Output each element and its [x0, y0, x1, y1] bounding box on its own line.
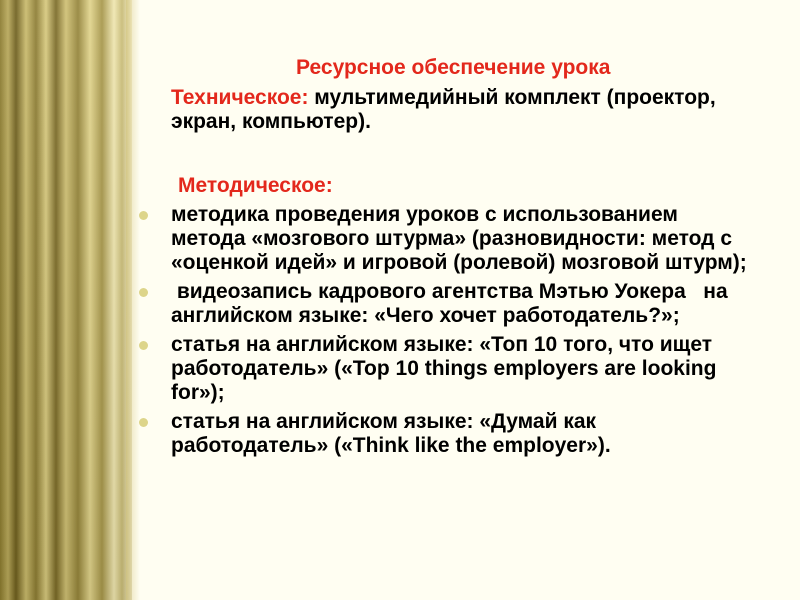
slide-title: Ресурсное обеспечение урока [296, 56, 611, 79]
bullet-icon [139, 211, 148, 220]
list-item [136, 410, 756, 458]
methodical-list [136, 203, 756, 463]
list-item [136, 280, 756, 328]
methodical-heading: Методическое: [178, 174, 333, 197]
list-item [136, 333, 756, 405]
technical-label: Техническое: [171, 86, 309, 109]
bullet-icon [139, 288, 148, 297]
list-item-text: статья на английском языке: «Думай как работодатель» («Think like the employer»). [171, 410, 611, 457]
technical-resources [171, 86, 771, 134]
bullet-icon [139, 418, 148, 427]
list-item-text: методика проведения уроков с использованием метода «мозгового штурма» (разновидности: метод с «оценкой идей» и игровой (ролевой) мозговой штурм); [171, 203, 747, 274]
technical-text: мультимедийный комплект (проектор, экран, компьютер). [171, 86, 716, 133]
list-item-text: статья на английском языке: «Топ 10 того, что ищет работодатель» («Top 10 things employers are looking for»); [171, 333, 723, 404]
list-item-text: видеозапись кадрового агентства Мэтью Уокера на английском языке: «Чего хочет работодатель?»; [171, 280, 734, 327]
list-item [136, 203, 756, 275]
bullet-icon [139, 341, 148, 350]
